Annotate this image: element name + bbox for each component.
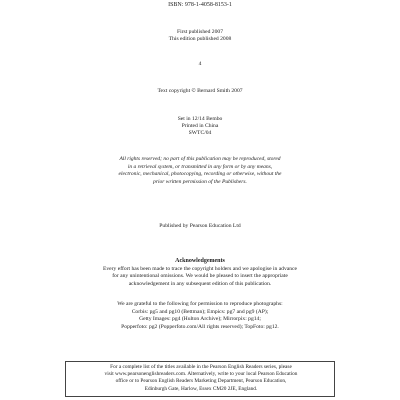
acknowledgements-line: Every effort has been made to trace the copyright holders and we apologise in advance xyxy=(102,266,298,272)
rights-notice xyxy=(0,156,400,186)
photo-credits-line: Corbis: pg5 and pg10 (Bettman); Empics: pg7 and pg9 (AP); xyxy=(131,308,269,315)
rights-notice-line: in a retrieval system, or transmitted in any form or by any means, xyxy=(127,163,273,170)
series-info-box xyxy=(65,361,335,397)
isbn-line: ISBN: 978-1-4058-8153-1 xyxy=(168,2,232,8)
text-copyright-line: Text copyright © Bernard Smith 2007 xyxy=(157,88,243,94)
first-published-line: First published 2007 xyxy=(177,29,223,35)
photo-credits-line: Popperfoto: pg2 (Popperfoto.com/All rights reserved); TopFoto: pg12. xyxy=(121,323,279,330)
acknowledgements-line: for any unintentional omissions. We would be pleased to insert the appropriate xyxy=(112,273,288,280)
series-info-text xyxy=(66,364,336,393)
rights-notice-line: All rights reserved; no part of this publication may be reproduced, stored xyxy=(119,156,281,162)
acknowledgements-heading: Acknowledgements xyxy=(175,258,225,264)
photo-credits xyxy=(0,301,400,331)
acknowledgements-line: acknowledgement in any subsequent edition of this publication. xyxy=(128,280,272,287)
impression-number: 4 xyxy=(198,61,202,67)
print-code-line: SWTC/04 xyxy=(188,130,212,136)
series-info-line: Edinburgh Gate, Harlow, Essex CM20 2JE, England. xyxy=(144,385,258,392)
printed-in-line: Printed in China xyxy=(181,123,219,129)
publisher-line: Published by Pearson Education Ltd xyxy=(159,223,241,229)
photo-credits-line: We are grateful to the following for permission to reproduce photographs: xyxy=(117,301,283,307)
series-info-line: visit www.pearsonenglishreaders.com. Alternatively, write to your local Pearson Education xyxy=(104,371,298,378)
series-info-line: For a complete list of the titles available in the Pearson English Readers series, please xyxy=(110,364,292,370)
acknowledgements-body xyxy=(0,266,400,288)
rights-notice-line: prior written permission of the Publishers. xyxy=(153,178,247,185)
typeface-line: Set in 12/14 Bembo xyxy=(177,116,223,122)
photo-credits-line: Getty Images: pg4 (Hulton Archive); Mirrorpix: pg14; xyxy=(139,316,261,323)
rights-notice-line: electronic, mechanical, photocopying, recording or otherwise, without the xyxy=(118,171,282,178)
series-info-line: office or to Pearson English Readers Marketing Department, Pearson Education, xyxy=(115,378,287,385)
edition-published-line: This edition published 2008 xyxy=(168,36,232,42)
